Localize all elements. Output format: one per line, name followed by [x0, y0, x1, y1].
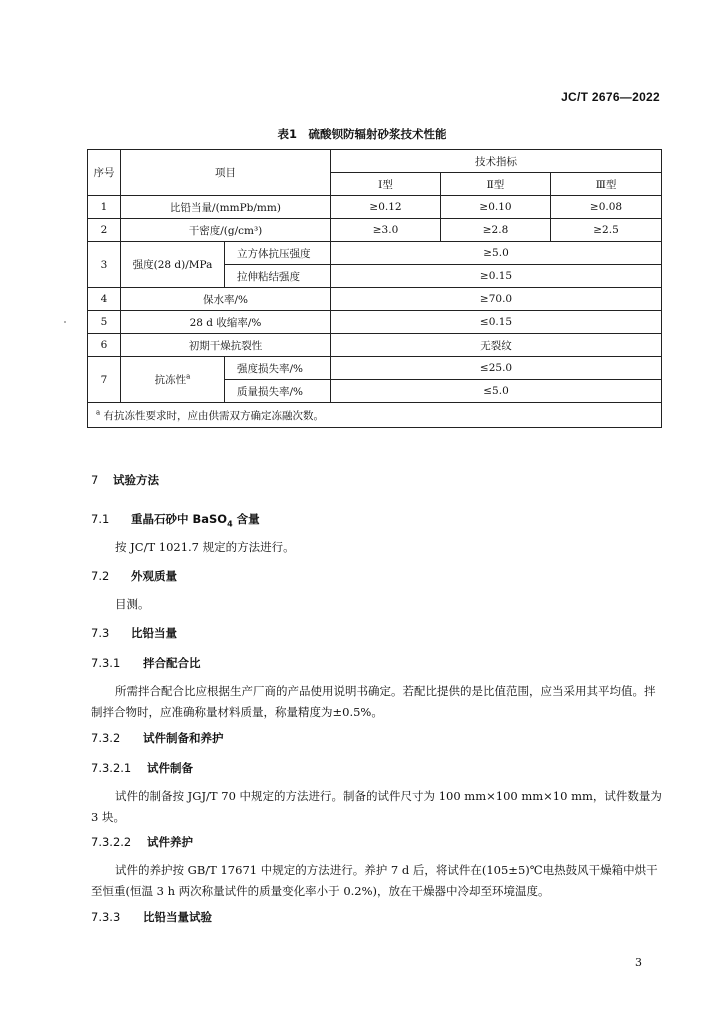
section-number: 7.1: [91, 512, 110, 526]
row-subitem: 质量损失率/%: [225, 380, 331, 403]
row-no: 1: [88, 196, 121, 219]
row-value: ≤25.0: [331, 357, 662, 380]
row-value: ≥0.12: [331, 196, 441, 219]
scan-speck: [64, 321, 66, 323]
row-value: ≥2.8: [441, 219, 551, 242]
paragraph-7-3-2-1: 试件的制备按 JGJ/T 70 中规定的方法进行。制备的试件尺寸为 100 mm×100 mm×10 mm，试件数量为 3 块。: [91, 789, 662, 824]
row-no: 4: [88, 288, 121, 311]
section-number: 7.3.1: [91, 656, 121, 670]
paragraph-7-1: 按 JC/T 1021.7 规定的方法进行。: [115, 540, 295, 554]
section-number: 7.3.2.1: [91, 761, 132, 775]
section-heading-7-1: [91, 511, 260, 528]
table-row: [88, 219, 662, 242]
header-spec: 技术指标: [331, 150, 662, 173]
section-heading-7-2: [91, 568, 177, 584]
section-heading-7-3-2-2: [91, 834, 193, 850]
table-row: [88, 357, 662, 380]
footnote-mark: a: [186, 372, 191, 381]
row-subitem: 拉伸粘结强度: [225, 265, 331, 288]
row-item: 28 d 收缩率/%: [121, 311, 331, 334]
row-item: 初期干燥抗裂性: [121, 334, 331, 357]
row-value: ≥70.0: [331, 288, 662, 311]
page-number: 3: [635, 956, 642, 969]
row-item: 比铅当量/(mmPb/mm): [121, 196, 331, 219]
table-row: [88, 311, 662, 334]
header-type2: Ⅱ型: [441, 173, 551, 196]
table-row: [88, 242, 662, 265]
header-no: 序号: [88, 150, 121, 196]
row-group-label: 抗冻性: [154, 374, 187, 386]
section-title: 试件养护: [147, 835, 193, 849]
section-heading-7: [91, 472, 159, 488]
footnote-mark: a: [96, 408, 101, 416]
row-value: ≥2.5: [551, 219, 662, 242]
row-value: ≤0.15: [331, 311, 662, 334]
table-row: [88, 196, 662, 219]
paragraph-7-3-2-2: 试件的养护按 GB/T 17671 中规定的方法进行。养护 7 d 后，将试件在(105±5)℃电热鼓风干燥箱中烘干至恒重(恒温 3 h 两次称量试件的质量变化率小于 0.2%)，放在干燥器中冷却至环境温度。: [91, 863, 658, 898]
paragraph-7-3-1: 所需拌合配合比应根据生产厂商的产品使用说明书确定。若配比提供的是比值范围，应当采用其平均值。拌制拌合物时，应准确称量材料质量，称量精度为±0.5%。: [91, 684, 656, 719]
row-no: 6: [88, 334, 121, 357]
row-value: ≥0.15: [331, 265, 662, 288]
row-subitem: 强度损失率/%: [225, 357, 331, 380]
header-type3: Ⅲ型: [551, 173, 662, 196]
row-item: 保水率/%: [121, 288, 331, 311]
section-number: 7.3.2: [91, 731, 121, 745]
table-row: [88, 334, 662, 357]
header-item: 项目: [121, 150, 331, 196]
row-group: 强度(28 d)/MPa: [121, 242, 225, 288]
row-no: 5: [88, 311, 121, 334]
row-group: [121, 357, 225, 403]
row-value: ≥0.10: [441, 196, 551, 219]
row-value: ≥5.0: [331, 242, 662, 265]
table-header-row: [88, 150, 662, 173]
section-number: 7.2: [91, 569, 110, 583]
table-note-row: [88, 403, 662, 428]
table-title: 表1 硫酸钡防辐射砂浆技术性能: [277, 127, 447, 141]
row-no: 3: [88, 242, 121, 288]
section-number: 7.3.2.2: [91, 835, 132, 849]
row-value: 无裂纹: [331, 334, 662, 357]
section-title: 试验方法: [113, 473, 159, 487]
standard-code: JC/T 2676—2022: [561, 90, 660, 104]
header-type1: Ⅰ型: [331, 173, 441, 196]
section-title: 重晶石砂中 BaSO: [131, 512, 228, 526]
section-number: 7: [91, 473, 99, 487]
table-row: [88, 288, 662, 311]
section-heading-7-3-2-1: [91, 760, 193, 776]
section-heading-7-3: [91, 625, 177, 641]
row-no: 2: [88, 219, 121, 242]
section-title: 比铅当量试验: [143, 910, 212, 924]
section-title: 比铅当量: [131, 626, 177, 640]
row-value: ≤5.0: [331, 380, 662, 403]
section-number: 7.3: [91, 626, 110, 640]
row-value: ≥0.08: [551, 196, 662, 219]
section-title: 外观质量: [131, 569, 177, 583]
section-title-suffix: 含量: [232, 512, 260, 526]
paragraph-7-2: 目测。: [115, 597, 150, 611]
section-title: 试件制备: [147, 761, 193, 775]
section-number: 7.3.3: [91, 910, 121, 924]
section-title: 拌合配合比: [143, 656, 201, 670]
subscript: 4: [227, 519, 233, 529]
row-value: ≥3.0: [331, 219, 441, 242]
section-heading-7-3-3: [91, 909, 212, 925]
section-title: 试件制备和养护: [143, 731, 224, 745]
row-subitem: 立方体抗压强度: [225, 242, 331, 265]
section-heading-7-3-1: [91, 655, 201, 671]
row-no: 7: [88, 357, 121, 403]
table-note: [88, 403, 662, 428]
section-heading-7-3-2: [91, 730, 224, 746]
spec-table: [87, 149, 662, 428]
row-item: 干密度/(g/cm³): [121, 219, 331, 242]
table-note-text: 有抗冻性要求时，应由供需双方确定冻融次数。: [103, 409, 325, 422]
